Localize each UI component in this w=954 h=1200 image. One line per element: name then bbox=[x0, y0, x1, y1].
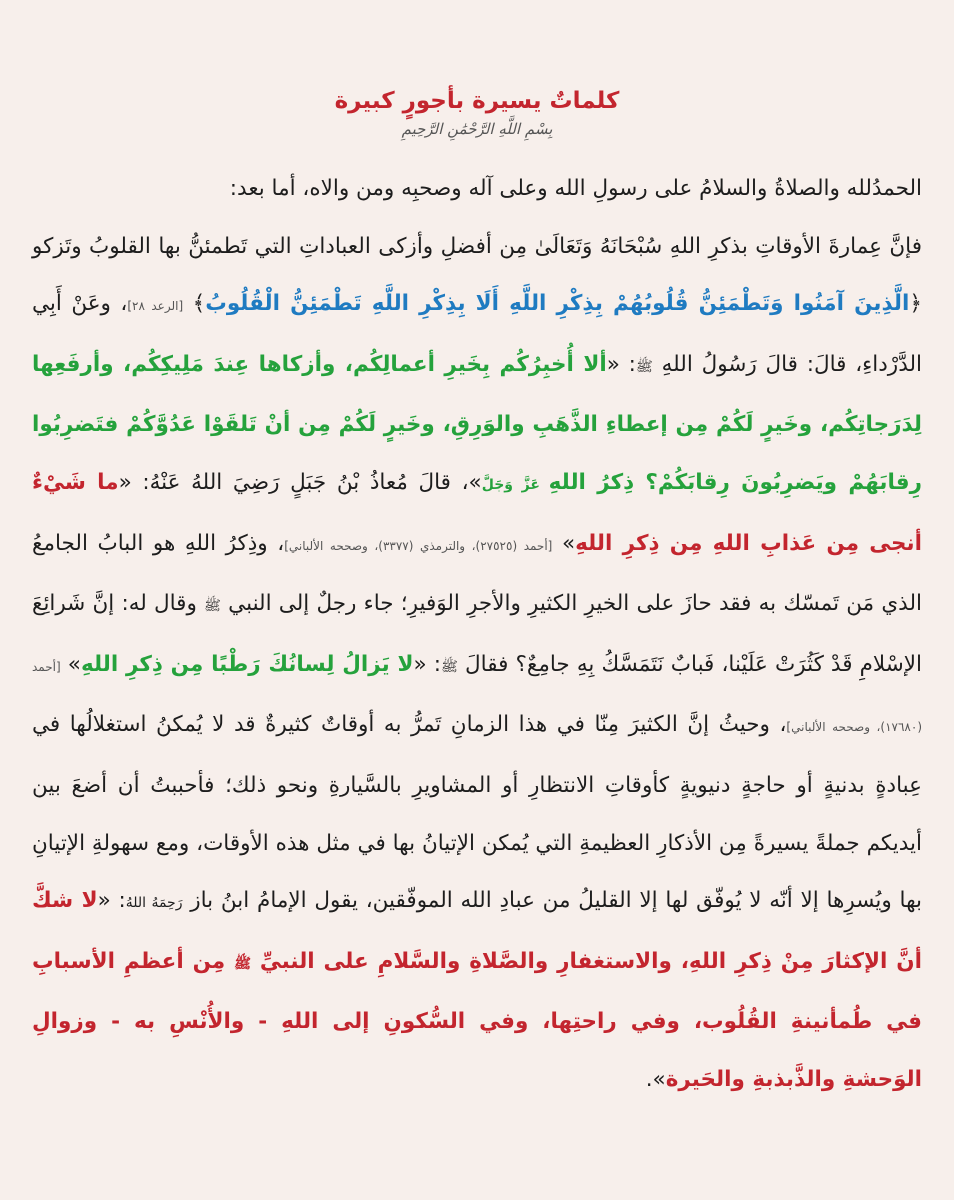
quran-verse: الَّذِينَ آمَنُوا وَتَطْمَئِنُّ قُلُوبُهُمْ بِذِكْرِ اللَّهِ أَلَا بِذِكْرِ اللَّهِ تَطْمَئِنُّ الْقُلُوبُ bbox=[205, 291, 910, 317]
text-segment: ، وذِكرُ اللهِ هو البابُ الجامعُ الذي مَن تَمسّك به فقد حازَ على الخيرِ الكثيرِ والأجرِ الوَفيرِ؛ جاء رجلٌ إلى النبي bbox=[32, 530, 922, 617]
text-segment: »، قالَ مُعاذُ بْنُ جَبَلٍ رَضِيَ اللهُ عَنْهُ: « bbox=[118, 469, 482, 495]
hadith-text: لا يَزالُ لِسانُكَ رَطْبًا مِن ذِكرِ اللهِ bbox=[80, 651, 414, 677]
hadith-reference: [أحمد (١٧٦٨٠)، وصححه الألباني] bbox=[32, 659, 922, 735]
text-segment: ، وعَنْ أَبِي الدَّرْداءِ، قالَ: قالَ رَسُولُ اللهِ bbox=[32, 291, 922, 377]
basmala-calligraphy: بِسْمِ اللَّهِ الرَّحْمَٰنِ الرَّحِيمِ bbox=[401, 120, 553, 138]
scholar-quote: لا شكَّ أنَّ الإكثارَ مِنْ ذِكرِ اللهِ، والاستغفارِ والصَّلاةِ والسَّلامِ على النبيِّ bbox=[32, 888, 923, 974]
text-segment: وقال له: إنَّ شَرائِعَ الإسْلامِ قَدْ كَثُرَتْ عَلَيْنا، فَبابٌ نَتَمَسَّكُ بِهِ جامِعٌ؟ فقالَ bbox=[32, 591, 922, 677]
honorific: عَزَّ وَجَلَّ bbox=[481, 476, 549, 493]
intro-paragraph: الحمدُلله والصلاةُ والسلامُ على رسولِ الله وعلى آله وصحبِه ومن والاه، أما بعد: bbox=[229, 176, 922, 201]
text-segment: ». bbox=[645, 1066, 666, 1092]
hadith-text: ألا أُخبِرُكُم بِخَيرِ أعمالِكُم، وأزكاها عِندَ مَلِيكِكُم، وأرفَعِها لِدَرَجاتِكُم، وخَيرٍ لَكُمْ مِن إعطاءِ الذَّهَبِ والوَرِقِ، وخَيرٍ لَكُمْ مِن أنْ تَلقَوْا عَدُوَّكُمْ فتَضرِبُوا رِقابَهُمْ ويَضرِبُونَ رِقابَكُمْ؟ ذِكرُ اللهِ bbox=[32, 351, 922, 495]
text-segment: : « bbox=[97, 888, 126, 914]
text-segment: » bbox=[552, 530, 576, 556]
text-segment: : « bbox=[413, 651, 442, 677]
honorific: ﷺ bbox=[204, 598, 221, 615]
text-segment: فإنَّ عِمارةَ الأوقاتِ بذكرِ اللهِ سُبْحَانَهُ وَتَعَالَىٰ مِن أفضلِ وأزكى العباداتِ التي تَطمئنُّ بها القلوبُ وتَزكو ﴿ bbox=[32, 233, 922, 317]
honorific: ﷺ bbox=[234, 955, 252, 972]
honorific: ﷺ bbox=[635, 358, 653, 375]
document-body bbox=[32, 160, 922, 1109]
verse-reference: [الرعد ٢٨] bbox=[127, 299, 184, 314]
text-segment: ، وحيثُ إنَّ الكثيرَ مِنّا في هذا الزمانِ تَمرُّ به أوقاتٌ كثيرةٌ قد لا يُمكنُ استغلالُها في عِبادةٍ بدنيةٍ أو حاجةٍ دنيويةٍ كأوقاتِ الانتظارِ أو المشاويرِ بالسَّيارةِ ونحو ذلك؛ فأحببتُ أن أضعَ بين أيديكم جملةً يسيرةً مِن الأذكارِ العظيمةِ التي يُمكن الإتيانُ بها في مثل هذه الأوقات، ومع سهولةِ الإتيانِ بها ويُسرِها إلا أنّه لا يُوفّق لها إلا القليلُ من عبادِ الله الموفّقين، يقول الإمامُ ابنُ باز bbox=[32, 712, 922, 914]
honorific: رَحِمَهُ اللهُ bbox=[125, 895, 183, 912]
scholar-quote: مِن أعظمِ الأسبابِ في طُمأنينةِ القُلُوب، وفي راحتِها، وفي السُّكونِ إلى اللهِ - والأُنْسِ به - وزوالِ الوَحشةِ والذَّبذبةِ والحَيرة bbox=[32, 948, 922, 1092]
text-segment: : « bbox=[606, 351, 636, 377]
honorific: ﷺ bbox=[441, 658, 458, 675]
text-segment: » bbox=[60, 651, 81, 677]
page-title: كلماتٌ يسيرة بأجورٍ كبيرة bbox=[334, 88, 620, 114]
verse-close-bracket: ﴾ bbox=[192, 291, 206, 317]
hadith-reference: [أحمد (٢٧٥٢٥)، والترمذي (٣٣٧٧)، وصححه الألباني] bbox=[284, 538, 553, 553]
companion-quote: ما شَيْءٌ أنجى مِن عَذابِ اللهِ مِن ذِكرِ اللهِ bbox=[32, 469, 922, 556]
main-paragraph bbox=[32, 218, 922, 1109]
